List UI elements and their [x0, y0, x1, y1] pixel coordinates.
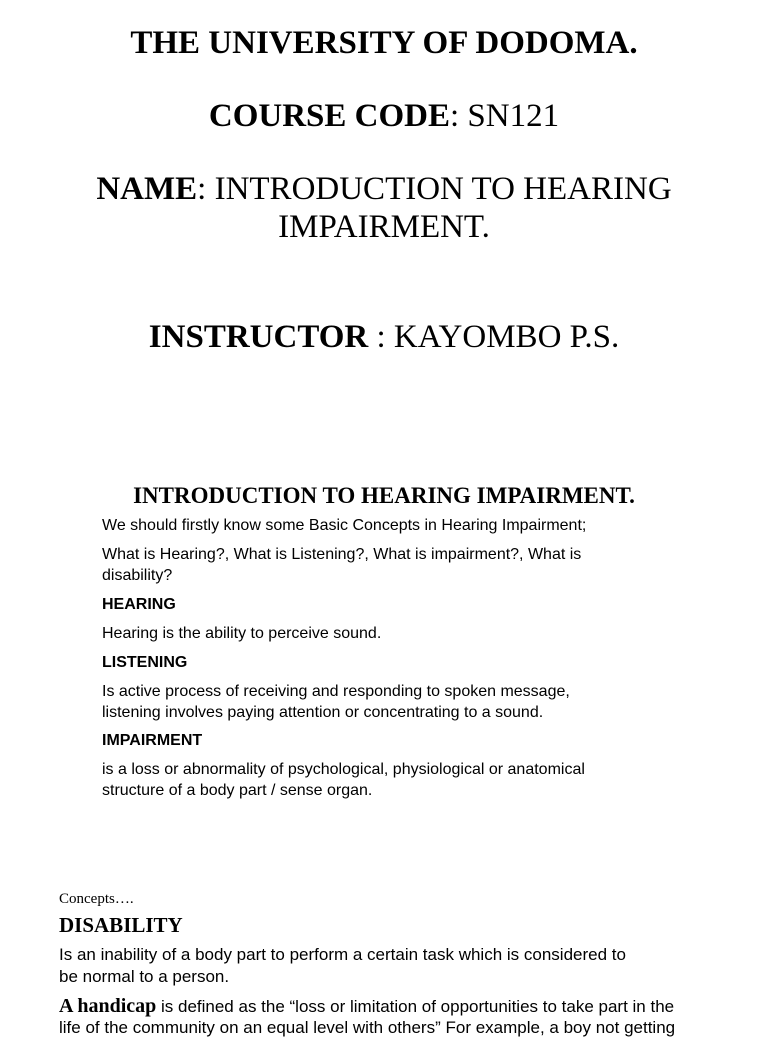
university-title: THE UNIVERSITY OF DODOMA.: [130, 25, 638, 61]
impairment-definition-line2: structure of a body part / sense organ.: [102, 782, 373, 799]
impairment-definition-line1: is a loss or abnormality of psychological, physiological or anatomical: [102, 761, 585, 778]
course-name-line1: [0, 170, 768, 208]
intro-paragraph-1: We should firstly know some Basic Concepts in Hearing Impairment;: [102, 517, 587, 534]
disability-heading: DISABILITY: [59, 913, 183, 937]
intro-questions-line1: What is Hearing?, What is Listening?, What is impairment?, What is: [102, 546, 582, 563]
hearing-heading: HEARING: [102, 596, 176, 613]
concepts-slide: [0, 888, 768, 1037]
disability-definition-line2: be normal to a person.: [59, 967, 230, 986]
disability-definition-line1: Is an inability of a body part to perform a certain task which is considered to: [59, 945, 626, 964]
handicap-definition-line2: life of the community on an equal level with others” For example, a boy not getting: [59, 1018, 676, 1037]
course-code-label: COURSE CODE: [208, 98, 450, 134]
name-value-line1: : INTRODUCTION TO HEARING: [197, 171, 672, 207]
intro-slide: [0, 478, 768, 818]
instructor-value: : KAYOMBO P.S.: [368, 319, 620, 355]
impairment-heading: IMPAIRMENT: [102, 732, 203, 749]
handicap-term: A handicap: [59, 995, 157, 1017]
instructor-label: INSTRUCTOR: [148, 319, 369, 355]
handicap-definition-line1: [59, 995, 719, 1018]
instructor-line: [0, 318, 768, 356]
concepts-label: Concepts….: [59, 891, 134, 907]
intro-questions-line2: disability?: [102, 567, 173, 584]
course-code-line: [0, 97, 768, 135]
course-name-line2: IMPAIRMENT.: [278, 209, 490, 245]
intro-title: INTRODUCTION TO HEARING IMPAIRMENT.: [133, 483, 635, 508]
listening-heading: LISTENING: [102, 654, 188, 671]
course-code-value: : SN121: [450, 98, 560, 134]
cover-slide: [0, 0, 768, 420]
listening-definition-line2: listening involves paying attention or concentrating to a sound.: [102, 704, 544, 721]
hearing-definition: Hearing is the ability to perceive sound.: [102, 625, 382, 642]
handicap-text: is defined as the “loss or limitation of opportunities to take part in the: [156, 997, 675, 1016]
name-label: NAME: [96, 171, 198, 207]
listening-definition-line1: Is active process of receiving and responding to spoken message,: [102, 683, 570, 700]
